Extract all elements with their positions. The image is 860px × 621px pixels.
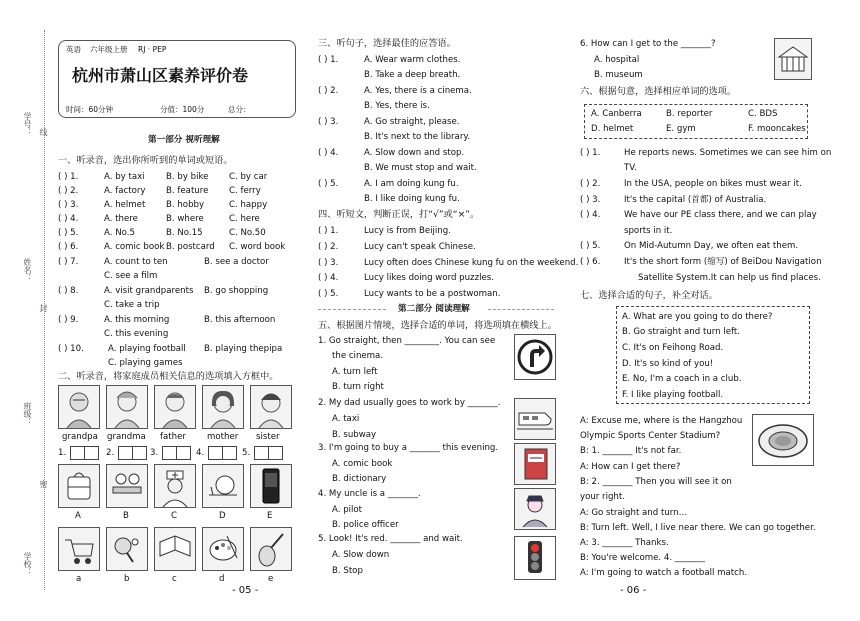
q4-3-text: Lucy often does Chinese kung fu on the weekend.	[364, 258, 579, 268]
q1-4-num: ( ) 4.	[58, 214, 79, 224]
dialog-line-6: your right.	[580, 492, 625, 502]
picture-c-book-icon	[154, 527, 196, 571]
answer-box-3-label: 3.	[150, 448, 159, 458]
answer-box-2-label: 2.	[106, 448, 115, 458]
q5-1-line1: 1. Go straight, then ________. You can see	[318, 336, 496, 346]
family-label-mother: mother	[207, 432, 239, 442]
q6-1-num: ( ) 1.	[580, 148, 601, 158]
part2-divider-left	[318, 309, 386, 310]
q1-8-num: ( ) 8.	[58, 286, 79, 296]
header-total: 总分：	[228, 105, 251, 114]
q5-1-a: A. turn left	[332, 367, 378, 377]
section3-title: 三、听句子，选择最佳的应答语。	[318, 38, 456, 49]
family-label-grandpa: grandpa	[62, 432, 98, 442]
family-label-sister: sister	[256, 432, 280, 442]
margin-xian: 线	[39, 128, 48, 136]
q1-10-num: ( ) 10.	[58, 344, 84, 354]
margin-xingming: 姓名：	[23, 258, 32, 282]
word-option-E: E. gym	[666, 124, 696, 134]
q1-6-b: B. postcard	[166, 242, 215, 252]
q1-6-a: A. comic book	[104, 242, 165, 252]
picture-C-nurse-icon	[154, 464, 196, 508]
q1-3-num: ( ) 3.	[58, 200, 79, 210]
dialog-line-1: A: Excuse me, where is the Hangzhou	[580, 416, 743, 426]
q3-2-num: ( ) 2.	[318, 86, 339, 96]
word-option-C: C. BDS	[748, 109, 778, 119]
q5-1-line2: the cinema.	[332, 351, 384, 361]
q5-1-b: B. turn right	[332, 382, 384, 392]
answer-box-2b[interactable]	[132, 446, 147, 460]
q5-4-b: B. police officer	[332, 520, 399, 530]
answer-box-1a[interactable]	[70, 446, 85, 460]
word-option-D: D. helmet	[591, 124, 634, 134]
q1-8-b: B. go shopping	[204, 286, 269, 296]
q1-2-b: B. feature	[166, 186, 209, 196]
row2-label-E: E	[267, 511, 273, 521]
q3-4-a: A. Slow down and stop.	[364, 148, 465, 158]
q1-3-a: A. helmet	[104, 200, 146, 210]
row3-label-b: b	[124, 574, 130, 584]
dialog-line-3: B: 1. _______ It's not far.	[580, 446, 682, 456]
q5-5-line1: 5. Look! It's red. _______ and wait.	[318, 534, 463, 544]
q3-5-b: B. I like doing kung fu.	[364, 194, 460, 204]
word-option-F: F. mooncakes	[748, 124, 806, 134]
header-score: 分值：100分	[160, 105, 205, 114]
q6-1-text-cont: TV.	[624, 163, 637, 173]
q6-5-num: ( ) 5.	[580, 241, 601, 251]
q1-9-c: C. this evening	[104, 329, 169, 339]
family-label-father: father	[160, 432, 186, 442]
q1-2-num: ( ) 2.	[58, 186, 79, 196]
q1-3-b: B. hobby	[166, 200, 205, 210]
q5-3-a: A. comic book	[332, 459, 393, 469]
pilot-person-icon	[514, 488, 556, 530]
part1-title: 第一部分 视听理解	[148, 135, 220, 145]
q3-1-b: B. Take a deep breath.	[364, 70, 461, 80]
dialog-line-7: A: Go straight and turn…	[580, 508, 688, 518]
sentence-option-D: D. It's so kind of you!	[622, 359, 714, 369]
q3-3-a: A. Go straight, please.	[364, 117, 460, 127]
picture-B-table-tennis-icon	[106, 464, 148, 508]
picture-A-schoolbag-icon	[58, 464, 100, 508]
row3-label-d: d	[219, 574, 225, 584]
q1-7-num: ( ) 7.	[58, 257, 79, 267]
subway-train-icon	[514, 398, 556, 440]
museum-building-icon	[774, 38, 812, 80]
q4-2-num: ( ) 2.	[318, 242, 339, 252]
q1-10-b: B. playing thepipa	[204, 344, 283, 354]
page-number-right: - 06 -	[620, 585, 647, 596]
q4-4-num: ( ) 4.	[318, 273, 339, 283]
q1-7-b: B. see a doctor	[204, 257, 269, 267]
margin-xuexiao: 学校：	[23, 552, 32, 576]
q5-2-line1: 2. My dad usually goes to work by _______.	[318, 398, 501, 408]
q4-1-text: Lucy is from Beijing.	[364, 226, 451, 236]
q6-4-text-cont: sports in it.	[624, 226, 673, 236]
q6-4-num: ( ) 4.	[580, 210, 601, 220]
q1-4-a: A. there	[104, 214, 138, 224]
part2-title: 第二部分 阅读理解	[398, 304, 470, 314]
q4-1-num: ( ) 1.	[318, 226, 339, 236]
family-picture-grandpa	[58, 385, 100, 429]
q6-3-num: ( ) 3.	[580, 195, 601, 205]
answer-box-1-label: 1.	[58, 448, 67, 458]
word-option-A: A. Canberra	[591, 109, 642, 119]
margin-banji: 班级：	[23, 402, 32, 426]
q3-5-a: A. I am doing kung fu.	[364, 179, 459, 189]
sentence-option-A: A. What are you going to do there?	[622, 312, 773, 322]
q5-3-b: B. dictionary	[332, 474, 387, 484]
q1-1-c: C. by car	[229, 172, 268, 182]
q1-7-c: C. see a film	[104, 271, 158, 281]
q1-4-b: B. where	[166, 214, 204, 224]
picture-D-snail-icon	[202, 464, 244, 508]
q1-10-c: C. playing games	[108, 358, 183, 368]
sentence-option-B: B. Go straight and turn left.	[622, 327, 740, 337]
q6-2-text: In the USA, people on bikes must wear it.	[624, 179, 802, 189]
stadium-picture-icon	[752, 414, 814, 466]
q3-3-b: B. It's next to the library.	[364, 132, 470, 142]
row2-label-B: B	[123, 511, 129, 521]
answer-box-5a[interactable]	[254, 446, 269, 460]
q4-4-text: Lucy likes doing word puzzles.	[364, 273, 494, 283]
q1-4-c: C. here	[229, 214, 260, 224]
row2-label-A: A	[75, 511, 81, 521]
q4-5-text: Lucy wants to be a postwoman.	[364, 289, 501, 299]
q1-8-a: A. visit grandparents	[104, 286, 194, 296]
q4-2-text: Lucy can't speak Chinese.	[364, 242, 476, 252]
q1-9-b: B. this afternoon	[204, 315, 276, 325]
q3-2-a: A. Yes, there is a cinema.	[364, 86, 472, 96]
q6-2-num: ( ) 2.	[580, 179, 601, 189]
page-number-left: - 05 -	[232, 585, 259, 596]
q1-1-a: A. by taxi	[104, 172, 145, 182]
q5-5-a: A. Slow down	[332, 550, 390, 560]
q1-5-num: ( ) 5.	[58, 228, 79, 238]
row2-label-D: D	[219, 511, 226, 521]
q5-3-line1: 3. I'm going to buy a _______ this evening.	[318, 443, 499, 453]
q1-6-c: C. word book	[229, 242, 286, 252]
sentence-option-C: C. It's on Feihong Road.	[622, 343, 724, 353]
q1-2-c: C. ferry	[229, 186, 261, 196]
turn-right-sign-icon	[514, 334, 556, 380]
q1-8-c: C. take a trip	[104, 300, 160, 310]
header-time: 时间：60分钟	[66, 105, 114, 114]
answer-box-3a[interactable]	[162, 446, 177, 460]
q3-3-num: ( ) 3.	[318, 117, 339, 127]
margin-feng: 封	[39, 304, 48, 312]
q5-2-b: B. subway	[332, 430, 377, 440]
q6-4-text: We have our PE class there, and we can play	[624, 210, 817, 220]
answer-box-2a[interactable]	[118, 446, 133, 460]
picture-d-palette-icon	[202, 527, 244, 571]
answer-box-1b[interactable]	[84, 446, 99, 460]
family-picture-mother	[202, 385, 244, 429]
q1-5-c: C. No.50	[229, 228, 266, 238]
section2-title: 二、听录音，将家庭成员相关信息的选项填入方框中。	[58, 371, 279, 382]
dialog-line-2: Olympic Sports Center Stadium?	[580, 431, 721, 441]
family-picture-sister	[250, 385, 292, 429]
dictionary-book-icon	[514, 443, 556, 485]
q5-2-a: A. taxi	[332, 414, 360, 424]
page-title: 杭州市萧山区素养评价卷	[72, 66, 249, 85]
answer-box-3b[interactable]	[176, 446, 191, 460]
sentence-option-F: F. I like playing football.	[622, 390, 724, 400]
part2-divider-right	[488, 309, 554, 310]
q3-5-num: ( ) 5.	[318, 179, 339, 189]
q5-6-line1: 6. How can I get to the _______?	[580, 39, 716, 49]
answer-box-5b[interactable]	[268, 446, 283, 460]
section5-title: 五、根据图片情境，选择合适的单词，将选项填在横线上。	[318, 320, 557, 331]
picture-a-cart-icon	[58, 527, 100, 571]
q1-5-a: A. No.5	[104, 228, 135, 238]
q4-5-num: ( ) 5.	[318, 289, 339, 299]
traffic-light-icon	[514, 536, 556, 580]
q1-1-b: B. by bike	[166, 172, 209, 182]
answer-box-4-label: 4.	[196, 448, 205, 458]
dialog-line-8: B: Turn left. Well, I live near there. We can go together.	[580, 523, 816, 533]
dialog-line-9: A: 3. _______ Thanks.	[580, 538, 669, 548]
section4-title: 四、听短文，判断正误，打“√”或“×”。	[318, 209, 480, 220]
dialog-line-10: B: You're welcome. 4. _______	[580, 553, 705, 563]
dialog-line-4: A: How can I get there?	[580, 462, 681, 472]
q4-3-num: ( ) 3.	[318, 258, 339, 268]
section1-title: 一、听录音，选出你所听到的单词或短语。	[58, 155, 233, 166]
answer-box-4b[interactable]	[222, 446, 237, 460]
q5-5-b: B. Stop	[332, 566, 363, 576]
dialog-line-5: B: 2. _______ Then you will see it on	[580, 477, 732, 487]
row3-label-e: e	[268, 574, 274, 584]
margin-mi: 密	[39, 480, 48, 488]
q3-4-num: ( ) 4.	[318, 148, 339, 158]
family-label-grandma: grandma	[107, 432, 146, 442]
dialog-line-11: A: I'm going to watch a football match.	[580, 568, 748, 578]
q6-5-text: On Mid-Autumn Day, we often eat them.	[624, 241, 799, 251]
header-grade: 六年级上册	[90, 45, 128, 54]
q1-5-b: B. No.15	[166, 228, 203, 238]
header-subject: 英语	[66, 45, 81, 54]
q6-1-text: He reports news. Sometimes we can see him on	[624, 148, 832, 158]
section6-title: 六、根据句意，选择相应单词的选项。	[580, 86, 737, 97]
q3-1-a: A. Wear warm clothes.	[364, 55, 461, 65]
q3-1-num: ( ) 1.	[318, 55, 339, 65]
q1-2-a: A. factory	[104, 186, 146, 196]
margin-xuehao: 学号：	[23, 112, 32, 136]
q1-9-num: ( ) 9.	[58, 315, 79, 325]
row2-label-C: C	[171, 511, 178, 521]
answer-box-4a[interactable]	[208, 446, 223, 460]
q6-3-text: It's the capital (首都) of Australia.	[624, 195, 767, 205]
word-option-B: B. reporter	[666, 109, 713, 119]
q6-6-num: ( ) 6.	[580, 257, 601, 267]
q1-10-a: A. playing football	[108, 344, 186, 354]
q1-6-num: ( ) 6.	[58, 242, 79, 252]
header-edition: RJ · PEP	[138, 45, 167, 54]
q1-7-a: A. count to ten	[104, 257, 168, 267]
q6-6-text: It's the short form (缩写) of BeiDou Navigation	[624, 257, 822, 267]
q1-3-c: C. happy	[229, 200, 268, 210]
q5-4-a: A. pilot	[332, 505, 363, 515]
q1-9-a: A. this morning	[104, 315, 170, 325]
q5-6-a: A. hospital	[594, 55, 640, 65]
family-picture-father	[154, 385, 196, 429]
picture-e-pipa-icon	[250, 527, 292, 571]
sentence-option-E: E. No, I'm a coach in a club.	[622, 374, 742, 384]
section7-title: 七、选择合适的句子，补全对话。	[580, 290, 718, 301]
row3-label-c: c	[172, 574, 177, 584]
row3-label-a: a	[76, 574, 82, 584]
family-picture-grandma	[106, 385, 148, 429]
picture-b-ping-pong-icon	[106, 527, 148, 571]
q5-6-b: B. museum	[594, 70, 643, 80]
q3-2-b: B. Yes, there is.	[364, 101, 430, 111]
margin-dotted-line	[44, 30, 45, 590]
picture-E-phone-icon	[250, 464, 292, 508]
q1-1-num: ( ) 1.	[58, 172, 79, 182]
q3-4-b: B. We must stop and wait.	[364, 163, 477, 173]
answer-box-5-label: 5.	[242, 448, 251, 458]
q5-4-line1: 4. My uncle is a _______.	[318, 489, 421, 499]
q6-6-text-cont: Satellite System.It can help us find places.	[638, 273, 821, 283]
